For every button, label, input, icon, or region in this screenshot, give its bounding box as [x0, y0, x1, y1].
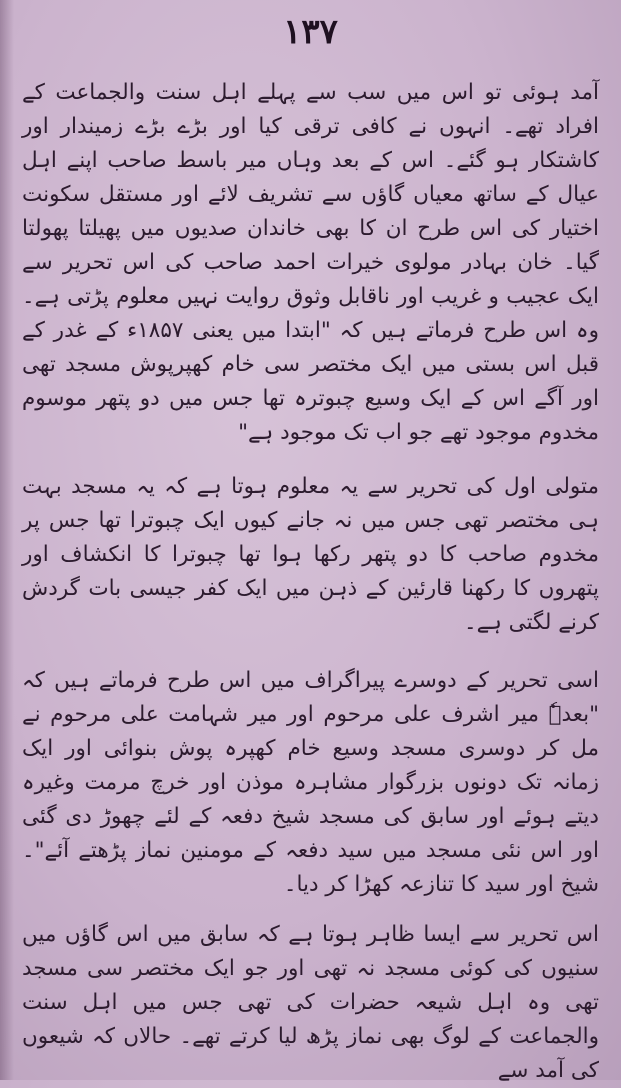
- page-edge-shadow: [0, 0, 14, 1080]
- paragraph-2: متولی اول کی تحریر سے یہ معلوم ہوتا ہے کہ یہ مسجد بہت ہی مختصر تھی جس میں نہ جانے کیوں ایک چبوترا تھا جس پر مخدوم صاحب کا دو پتھر رکھا ہوا تھا چبوترا کا انکشاف اور پتھروں کا رکھنا قارئین کے ذہن میں ایک کفر جیسی بات گردش کرنے لگتی ہے۔: [22, 474, 599, 635]
- paragraph-4: اس تحریر سے ایسا ظاہر ہوتا ہے کہ سابق میں اس گاؤں میں سنیوں کی کوئی مسجد نہ تھی اور جو ایک مختصر سی مسجد تھی وہ اہل شیعہ حضرات کی تھی جس میں اہل سنت والجماعت کے لوگ بھی نماز پڑھ لیا کرتے تھے۔ حالاں کہ شیعوں کی آمد سے: [22, 922, 599, 1083]
- paragraph-1: آمد ہوئی تو اس میں سب سے پہلے اہل سنت والجماعت کے افراد تھے۔ انہوں نے کافی ترقی کیا اور بڑے بڑے زمیندار اور کاشتکار ہو گئے۔ اس کے بعد وہاں میر باسط صاحب اپنے اہل عیال کے ساتھ معیاں گاؤں سے تشریف لائے اور مستقل سکونت اختیار کی اس طرح ان کا بھی خاندان صدیوں میں پھیلتا پھولتا گیا۔ خان بہادر مولوی خیرات احمد صاحب کی اس تحریر سے ایک عجیب و غریب اور ناقابل وثوق روایت نہیں معلوم پڑتی ہے۔ وہ اس طرح فرماتے ہیں کہ "ابتدا میں یعنی ۱۸۵۷ء کے غدر کے قبل اس بستی میں ایک مختصر سی خام کھپرپوش مسجد تھی اور آگے اس کے ایک وسیع چبوترہ تھا جس میں دو پتھر موسوم مخدوم موجود تھے جو اب تک موجود ہے": [22, 80, 599, 445]
- page-body: [22, 76, 599, 1088]
- paragraph-3: اسی تحریر کے دوسرے پیراگراف میں اس طرح فرماتے ہیں کہ "بعدہٗ میر اشرف علی مرحوم اور میر شہامت علی مرحوم نے مل کر دوسری مسجد وسیع خام کھپرہ پوش بنوائی اور ایک زمانہ تک دونوں بزرگوار مشاہرہ موذن اور خرچ مرمت وغیرہ دیتے ہوئے اور سابق کی مسجد شیخ دفعہ کے لئے چھوڑ دی گئی اور اس نئی مسجد میں سید دفعہ کے مومنین نماز پڑھتے آئے"۔ شیخ اور سید کا تنازعہ کھڑا کر دیا۔: [22, 668, 599, 897]
- page-number: ۱۳۷: [283, 12, 338, 52]
